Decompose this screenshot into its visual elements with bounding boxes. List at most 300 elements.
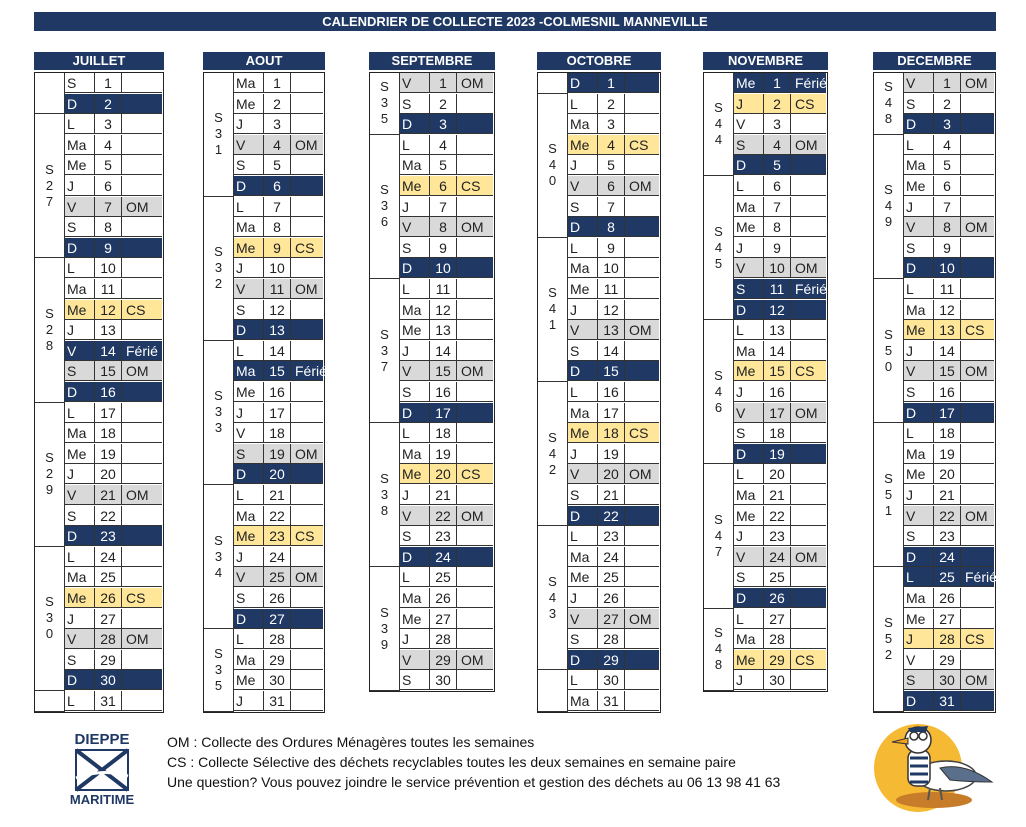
weekday-cell: Ma	[568, 691, 598, 711]
collection-cell	[457, 341, 493, 361]
day-row	[904, 197, 994, 217]
weekday-cell: Ma	[234, 217, 264, 237]
date-cell: 10	[598, 258, 625, 278]
month-header: JUILLET	[34, 52, 164, 70]
date-cell: 9	[95, 238, 122, 258]
date-cell: 22	[264, 506, 291, 526]
day-row	[65, 135, 162, 155]
day-row	[568, 135, 659, 155]
collection-cell	[791, 526, 826, 546]
collection-cell	[457, 258, 493, 278]
date-cell: 13	[95, 320, 122, 340]
collection-cell	[122, 135, 162, 155]
date-cell: 3	[598, 114, 625, 134]
week-number: 3 1	[214, 126, 223, 158]
date-cell: 6	[764, 176, 791, 196]
weekday-cell: L	[734, 609, 764, 629]
day-row	[234, 670, 323, 690]
weekday-cell: L	[904, 423, 934, 443]
week-label: S	[45, 161, 54, 177]
week-label: S	[214, 388, 223, 404]
day-row	[400, 197, 493, 217]
date-cell: 31	[264, 691, 291, 711]
day-row	[568, 691, 659, 711]
day-row	[734, 217, 826, 237]
day-row	[904, 609, 994, 629]
date-cell: 3	[95, 114, 122, 134]
collection-cell	[457, 609, 493, 629]
date-cell: 9	[764, 238, 791, 258]
date-cell: 29	[264, 650, 291, 670]
weekday-cell: J	[734, 670, 764, 690]
collection-cell	[791, 114, 826, 134]
week-number-cell	[35, 258, 65, 402]
date-cell: 9	[264, 238, 291, 258]
day-row	[568, 485, 659, 505]
date-cell: 2	[764, 94, 791, 114]
date-cell: 23	[764, 526, 791, 546]
date-cell: 28	[764, 629, 791, 649]
collection-cell	[457, 588, 493, 608]
day-row	[734, 176, 826, 196]
collection-cell	[457, 279, 493, 299]
week-label: S	[45, 450, 54, 466]
date-cell: 18	[764, 423, 791, 443]
collection-cell	[961, 691, 994, 711]
weekday-cell: Me	[734, 506, 764, 526]
day-row	[234, 135, 323, 155]
date-cell: 10	[95, 258, 122, 278]
collection-cell	[291, 300, 323, 320]
collection-cell	[625, 155, 659, 175]
day-row	[400, 444, 493, 464]
weekday-cell: V	[400, 361, 430, 381]
collection-cell	[122, 238, 162, 258]
day-row	[234, 588, 323, 608]
weekday-cell: D	[234, 464, 264, 484]
collection-cell: OM	[291, 444, 323, 464]
day-row	[904, 217, 994, 237]
weekday-cell: D	[65, 94, 95, 114]
weekday-cell: Me	[904, 176, 934, 196]
date-cell: 2	[95, 94, 122, 114]
day-row	[65, 114, 162, 134]
collection-cell	[291, 176, 323, 196]
month-5	[873, 52, 997, 709]
day-row	[734, 629, 826, 649]
week-number-cell	[204, 197, 234, 341]
date-cell: 7	[598, 197, 625, 217]
month-1	[203, 52, 327, 709]
date-cell: 14	[95, 341, 122, 361]
weekday-cell: Me	[65, 444, 95, 464]
collection-cell	[457, 485, 493, 505]
weekday-cell: D	[904, 547, 934, 567]
day-row	[65, 567, 162, 587]
collection-cell	[961, 238, 994, 258]
date-cell: 24	[934, 547, 961, 567]
week-number: 4 8	[884, 95, 893, 127]
collection-cell	[625, 238, 659, 258]
week-number-cell	[370, 567, 400, 691]
date-cell: 9	[598, 238, 625, 258]
date-cell: 29	[95, 650, 122, 670]
week-label: S	[45, 305, 54, 321]
day-row	[234, 197, 323, 217]
date-cell: 31	[598, 691, 625, 711]
collection-cell	[122, 320, 162, 340]
day-row	[234, 279, 323, 299]
weekday-cell: Ma	[904, 588, 934, 608]
collection-cell	[791, 382, 826, 402]
day-row	[400, 588, 493, 608]
month-grid	[537, 72, 661, 713]
date-cell: 5	[95, 155, 122, 175]
weekday-cell: L	[734, 320, 764, 340]
date-cell: 11	[264, 279, 291, 299]
date-cell: 22	[598, 506, 625, 526]
collection-cell: OM	[961, 217, 994, 237]
collection-cell	[961, 547, 994, 567]
day-row	[734, 464, 826, 484]
weekday-cell: Ma	[568, 547, 598, 567]
weekday-cell: Ma	[904, 300, 934, 320]
collection-cell: OM	[457, 73, 493, 93]
date-cell: 25	[934, 567, 961, 587]
collection-cell	[625, 382, 659, 402]
day-row	[65, 629, 162, 649]
weekday-cell: Ma	[734, 197, 764, 217]
date-cell: 29	[934, 650, 961, 670]
week-number: 3 2	[214, 260, 223, 292]
date-cell: 11	[934, 279, 961, 299]
day-row	[734, 279, 826, 299]
week-number: 3 5	[214, 661, 223, 693]
collection-cell: CS	[457, 464, 493, 484]
date-cell: 15	[934, 361, 961, 381]
weekday-cell: Ma	[400, 588, 430, 608]
collection-cell: CS	[961, 320, 994, 340]
collection-cell: CS	[961, 629, 994, 649]
day-row	[400, 506, 493, 526]
collection-cell: CS	[457, 176, 493, 196]
week-number: 5 2	[884, 630, 893, 662]
date-cell: 11	[95, 279, 122, 299]
date-cell: 13	[264, 320, 291, 340]
weekday-cell: J	[400, 629, 430, 649]
week-number-cell	[370, 279, 400, 423]
weekday-cell: S	[400, 526, 430, 546]
day-row	[734, 135, 826, 155]
weekday-cell: L	[400, 135, 430, 155]
weekday-cell: Ma	[65, 567, 95, 587]
day-row	[568, 629, 659, 649]
date-cell: 28	[598, 629, 625, 649]
logo-line2: MARITIME	[69, 792, 135, 807]
day-row	[65, 155, 162, 175]
collection-cell	[291, 197, 323, 217]
collection-cell: OM	[457, 217, 493, 237]
weekday-cell: L	[734, 176, 764, 196]
week-label: S	[548, 429, 557, 445]
date-cell: 18	[934, 423, 961, 443]
weekday-cell: S	[234, 155, 264, 175]
date-cell: 7	[934, 197, 961, 217]
day-row	[400, 464, 493, 484]
date-cell: 21	[934, 485, 961, 505]
day-row	[400, 176, 493, 196]
date-cell: 8	[95, 217, 122, 237]
day-row	[234, 403, 323, 423]
weekday-cell: J	[65, 464, 95, 484]
date-cell: 10	[764, 258, 791, 278]
collection-cell	[625, 300, 659, 320]
weekday-cell: L	[904, 567, 934, 587]
day-row	[568, 567, 659, 587]
collection-cell	[625, 94, 659, 114]
day-row	[734, 238, 826, 258]
weekday-cell: S	[568, 485, 598, 505]
weekday-cell: J	[734, 526, 764, 546]
collection-cell	[625, 485, 659, 505]
date-cell: 18	[264, 423, 291, 443]
collection-cell: Férié	[291, 361, 323, 381]
date-cell: 4	[598, 135, 625, 155]
date-cell: 25	[95, 567, 122, 587]
date-cell: 19	[430, 444, 457, 464]
date-cell: 11	[598, 279, 625, 299]
month-0	[34, 52, 164, 709]
weekday-cell: S	[65, 73, 95, 93]
day-row	[568, 320, 659, 340]
date-cell: 23	[598, 526, 625, 546]
day-row	[904, 238, 994, 258]
date-cell: 5	[598, 155, 625, 175]
collection-cell	[625, 691, 659, 711]
weekday-cell: Me	[234, 94, 264, 114]
week-number: 4 0	[548, 157, 557, 189]
week-number-cell	[370, 73, 400, 135]
collection-cell	[457, 94, 493, 114]
day-row	[568, 279, 659, 299]
week-label: S	[714, 625, 723, 641]
date-cell: 26	[264, 588, 291, 608]
weekday-cell: J	[400, 341, 430, 361]
day-row	[234, 691, 323, 711]
collection-cell	[457, 567, 493, 587]
weekday-cell: Me	[65, 155, 95, 175]
date-cell: 31	[95, 691, 122, 711]
weekday-cell: Me	[400, 609, 430, 629]
date-cell: 13	[598, 320, 625, 340]
week-number-cell	[538, 238, 568, 382]
weekday-cell: V	[904, 506, 934, 526]
collection-cell	[457, 423, 493, 443]
day-row	[234, 547, 323, 567]
collection-cell	[457, 547, 493, 567]
weekday-cell: L	[234, 485, 264, 505]
weekday-cell: V	[904, 73, 934, 93]
month-grid	[203, 72, 325, 713]
day-row	[234, 382, 323, 402]
day-row	[734, 73, 826, 93]
date-cell: 11	[764, 279, 791, 299]
date-cell: 5	[934, 155, 961, 175]
day-row	[234, 506, 323, 526]
day-row	[904, 135, 994, 155]
weekday-cell: S	[568, 629, 598, 649]
day-row	[568, 238, 659, 258]
weekday-cell: D	[734, 300, 764, 320]
day-row	[234, 300, 323, 320]
collection-cell: OM	[791, 135, 826, 155]
date-cell: 24	[264, 547, 291, 567]
weekday-cell: L	[568, 238, 598, 258]
collection-cell: CS	[291, 238, 323, 258]
week-label: S	[884, 326, 893, 342]
date-cell: 27	[934, 609, 961, 629]
weekday-cell: Ma	[904, 155, 934, 175]
weekday-cell: V	[904, 217, 934, 237]
date-cell: 7	[430, 197, 457, 217]
date-cell: 19	[95, 444, 122, 464]
day-row	[568, 382, 659, 402]
week-label: S	[884, 182, 893, 198]
collection-cell	[122, 691, 162, 711]
day-row	[234, 361, 327, 381]
collection-cell	[961, 176, 994, 196]
collection-cell	[291, 650, 323, 670]
day-row	[904, 485, 994, 505]
collection-cell	[961, 258, 994, 278]
date-cell: 4	[95, 135, 122, 155]
week-number: 4 7	[714, 527, 723, 559]
collection-cell	[122, 444, 162, 464]
day-row	[400, 629, 493, 649]
collection-cell: Férié	[122, 341, 162, 361]
date-cell: 30	[598, 670, 625, 690]
collection-cell: Férié	[791, 279, 826, 299]
weekday-cell: L	[734, 464, 764, 484]
collection-cell	[122, 526, 162, 546]
day-row	[734, 114, 826, 134]
week-number: 4 2	[548, 445, 557, 477]
collection-cell	[122, 547, 162, 567]
date-cell: 15	[95, 361, 122, 381]
weekday-cell: J	[234, 547, 264, 567]
day-row	[568, 300, 659, 320]
collection-cell	[961, 155, 994, 175]
collection-cell	[457, 670, 493, 690]
collection-cell	[122, 94, 162, 114]
date-cell: 4	[264, 135, 291, 155]
collection-cell	[961, 341, 994, 361]
month-grid	[34, 72, 164, 713]
day-row	[65, 609, 162, 629]
week-number: 5 0	[884, 342, 893, 374]
day-row	[904, 258, 994, 278]
week-number-cell	[538, 526, 568, 670]
day-row	[904, 691, 994, 711]
week-number-cell	[704, 73, 734, 176]
date-cell: 7	[764, 197, 791, 217]
month-grid	[873, 72, 996, 713]
day-row	[65, 423, 162, 443]
weekday-cell: V	[234, 279, 264, 299]
collection-cell: CS	[791, 94, 826, 114]
collection-cell	[625, 547, 659, 567]
date-cell: 22	[934, 506, 961, 526]
date-cell: 19	[598, 444, 625, 464]
week-label: S	[714, 223, 723, 239]
day-row	[904, 650, 994, 670]
date-cell: 21	[430, 485, 457, 505]
weekday-cell: Me	[734, 361, 764, 381]
weekday-cell: Ma	[400, 155, 430, 175]
date-cell: 9	[934, 238, 961, 258]
date-cell: 24	[598, 547, 625, 567]
collection-cell	[961, 464, 994, 484]
collection-cell	[961, 382, 994, 402]
collection-cell	[291, 691, 323, 711]
collection-cell	[625, 279, 659, 299]
weekday-cell: Me	[400, 464, 430, 484]
collection-cell	[457, 238, 493, 258]
weekday-cell: Me	[234, 526, 264, 546]
collection-cell: CS	[625, 423, 659, 443]
day-row	[904, 320, 994, 340]
weekday-cell: J	[568, 588, 598, 608]
collection-cell	[291, 629, 323, 649]
collection-cell: OM	[961, 506, 994, 526]
day-row	[400, 279, 493, 299]
day-row	[904, 567, 997, 587]
collection-cell: OM	[625, 176, 659, 196]
weekday-cell: S	[904, 382, 934, 402]
collection-cell	[122, 423, 162, 443]
day-row	[568, 114, 659, 134]
collection-cell	[961, 197, 994, 217]
weekday-cell: L	[568, 94, 598, 114]
date-cell: 24	[764, 547, 791, 567]
month-4	[703, 52, 828, 689]
date-cell: 2	[430, 94, 457, 114]
weekday-cell: Ma	[568, 114, 598, 134]
day-row	[734, 588, 826, 608]
weekday-cell: L	[65, 114, 95, 134]
week-label: S	[884, 470, 893, 486]
date-cell: 15	[430, 361, 457, 381]
date-cell: 22	[430, 506, 457, 526]
day-row	[65, 382, 162, 402]
week-number-cell	[874, 423, 904, 567]
collection-cell	[457, 320, 493, 340]
date-cell: 20	[598, 464, 625, 484]
collection-cell	[961, 526, 994, 546]
date-cell: 13	[430, 320, 457, 340]
day-row	[65, 464, 162, 484]
date-cell: 28	[934, 629, 961, 649]
weekday-cell: V	[568, 176, 598, 196]
collection-cell	[122, 506, 162, 526]
day-row	[234, 238, 323, 258]
weekday-cell: S	[234, 588, 264, 608]
day-row	[904, 114, 994, 134]
date-cell: 28	[95, 629, 122, 649]
date-cell: 5	[430, 155, 457, 175]
collection-cell: OM	[791, 258, 826, 278]
date-cell: 27	[95, 609, 122, 629]
